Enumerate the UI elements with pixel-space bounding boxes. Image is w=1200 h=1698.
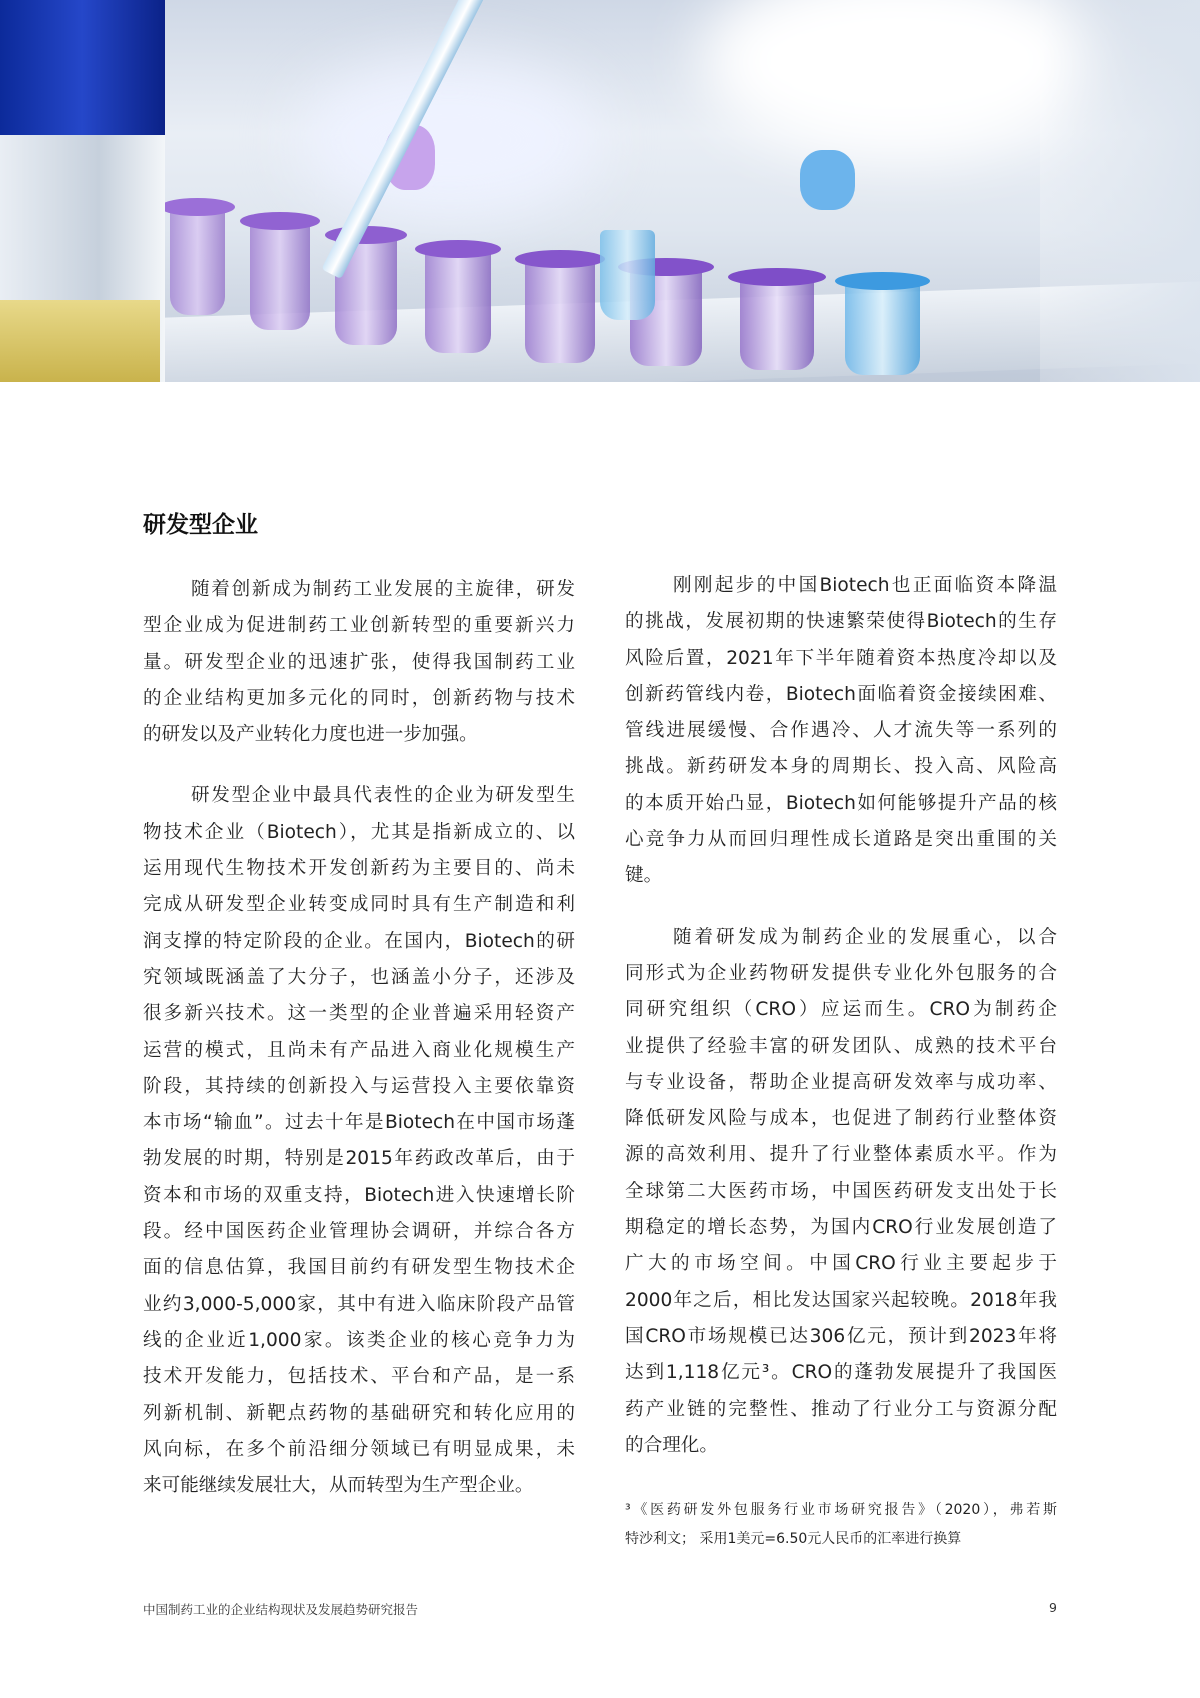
text-line: 国CRO市场规模已达306亿元，预计到2023年将 xyxy=(625,1325,1057,1347)
text-line: 线的企业近1,000家。该类企业的核心竞争力为 xyxy=(143,1329,575,1351)
text-line: 量。研发型企业的迅速扩张，使得我国制药工业 xyxy=(143,651,575,673)
text-line: 药产业链的完整性、推动了行业分工与资源分配 xyxy=(625,1398,1057,1420)
text-line: 期稳定的增长态势，为国内CRO行业发展创造了 xyxy=(625,1217,1057,1239)
paragraph xyxy=(143,778,575,1504)
text-line: 刚刚起步的中国Biotech也正面临资本降温 xyxy=(673,575,1057,596)
text-line: 完成从研发型企业转变成同时具有生产制造和利 xyxy=(143,894,575,916)
text-line: 广大的市场空间。中国CRO行业主要起步于 xyxy=(625,1253,1057,1275)
text-line: 2000年之后，相比发达国家兴起较晚。2018年我 xyxy=(625,1289,1057,1311)
text-line: 的挑战，发展初期的快速繁荣使得Biotech的生存 xyxy=(625,611,1057,633)
text-line: 研发型企业中最具代表性的企业为研发型生 xyxy=(191,785,575,807)
footer-report-title: 中国制药工业的企业结构现状及发展趋势研究报告 xyxy=(143,1602,419,1617)
text-line: 风险后置，2021年下半年随着资本热度冷却以及 xyxy=(625,647,1057,669)
text-line: 润支撑的特定阶段的企业。在国内，Biotech的研 xyxy=(143,930,575,952)
paragraph xyxy=(143,572,575,753)
text-line: 列新机制、新靶点药物的基础研究和转化应用的 xyxy=(143,1402,575,1424)
left-column xyxy=(143,572,575,1529)
text-line: 特沙利文； 采用1美元=6.50元人民币的汇率进行换算 xyxy=(625,1531,962,1547)
text-line: 随着研发成为制药企业的发展重心，以合 xyxy=(673,926,1057,948)
text-line: 降低研发风险与成本，也促进了制药行业整体资 xyxy=(625,1108,1057,1130)
page-number: 9 xyxy=(1049,1600,1057,1615)
text-line: 与专业设备，帮助企业提高研发效率与成功率、 xyxy=(625,1071,1057,1093)
text-line: 型企业成为促进制药工业创新转型的重要新兴力 xyxy=(143,615,575,637)
text-line: 面的信息估算，我国目前约有研发型生物技术企 xyxy=(143,1257,575,1279)
text-line: 创新药管线内卷，Biotech面临着资金接续困难、 xyxy=(625,683,1057,705)
text-line: 的合理化。 xyxy=(625,1434,718,1456)
section-title: 研发型企业 xyxy=(143,512,258,538)
text-line: 的本质开始凸显，Biotech如何能够提升产品的核 xyxy=(625,792,1057,814)
text-line: 同研究组织（CRO）应运而生。CRO为制药企 xyxy=(625,999,1057,1021)
text-line: 阶段，其持续的创新投入与运营投入主要依靠资 xyxy=(143,1075,575,1097)
text-line: 随着创新成为制药工业发展的主旋律，研发 xyxy=(191,579,575,600)
paragraph xyxy=(625,568,1057,895)
text-line: 物技术企业（Biotech），尤其是指新成立的、以 xyxy=(143,821,575,843)
text-line: 键。 xyxy=(625,865,663,887)
text-line: 管线进展缓慢、合作遇冷、人才流失等一系列的 xyxy=(625,720,1057,742)
paragraph xyxy=(625,920,1057,1464)
text-line: 的研发以及产业转化力度也进一步加强。 xyxy=(143,724,478,746)
text-line: 运用现代生物技术开发创新药为主要目的、尚未 xyxy=(143,858,575,880)
text-line: 勃发展的时期，特别是2015年药政改革后，由于 xyxy=(143,1148,575,1170)
text-line: 业约3,000-5,000家，其中有进入临床阶段产品管 xyxy=(143,1293,575,1315)
text-line: 技术开发能力，包括技术、平台和产品，是一系 xyxy=(143,1366,575,1388)
text-line: 风向标，在多个前沿细分领域已有明显成果，未 xyxy=(143,1438,575,1460)
header-photo-lab-tubes xyxy=(0,0,1200,382)
text-line: 全球第二大医药市场，中国医药研发支出处于长 xyxy=(625,1180,1057,1202)
text-line: ³《医药研发外包服务行业市场研究报告》（2020），弗若斯 xyxy=(625,1502,1057,1518)
text-line: 究领域既涵盖了大分子，也涵盖小分子，还涉及 xyxy=(143,966,575,988)
text-line: 达到1,118亿元³。CRO的蓬勃发展提升了我国医 xyxy=(625,1362,1057,1384)
text-line: 运营的模式，且尚未有产品进入商业化规模生产 xyxy=(143,1039,575,1061)
right-column xyxy=(625,568,1057,1489)
text-line: 源的高效利用、提升了行业整体素质水平。作为 xyxy=(625,1144,1057,1166)
text-line: 资本和市场的双重支持，Biotech进入快速增长阶 xyxy=(143,1184,575,1206)
text-line: 的企业结构更加多元化的同时，创新药物与技术 xyxy=(143,687,575,709)
text-line: 心竞争力从而回归理性成长道路是突出重围的关 xyxy=(625,829,1057,851)
text-line: 段。经中国医药企业管理协会调研，并综合各方 xyxy=(143,1221,575,1243)
text-line: 同形式为企业药物研发提供专业化外包服务的合 xyxy=(625,962,1057,984)
text-line: 本市场“输血”。过去十年是Biotech在中国市场蓬 xyxy=(143,1112,575,1134)
footnote xyxy=(625,1496,1057,1554)
text-line: 挑战。新药研发本身的周期长、投入高、风险高 xyxy=(625,756,1057,778)
text-line: 业提供了经验丰富的研发团队、成熟的技术平台 xyxy=(625,1035,1057,1057)
text-line: 很多新兴技术。这一类型的企业普遍采用轻资产 xyxy=(143,1003,575,1025)
text-line: 来可能继续发展壮大，从而转型为生产型企业。 xyxy=(143,1475,534,1497)
